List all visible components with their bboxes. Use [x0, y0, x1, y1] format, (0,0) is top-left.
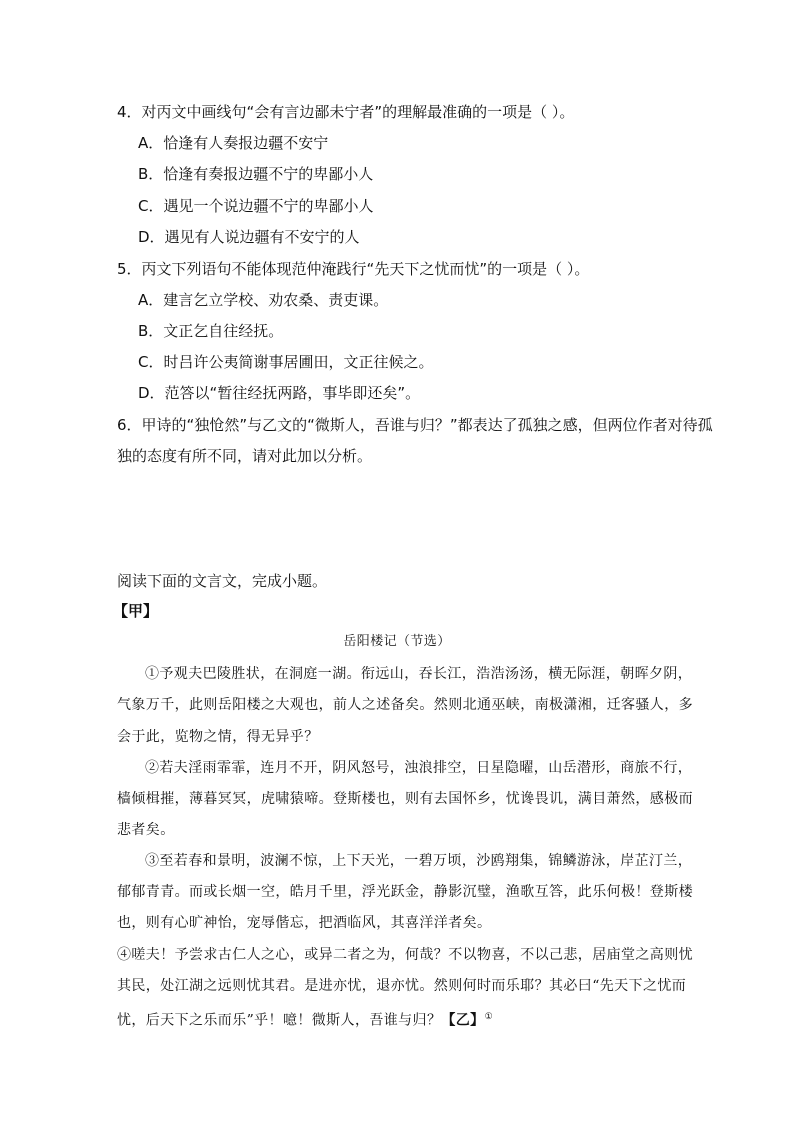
label-jia: 【甲】 — [113, 602, 159, 620]
question-5-option-d: D．范答以“暂往经抚两路，事毕即还矣”。 — [138, 384, 421, 402]
paragraph-4-line-1: ④嗟夫！予尝求古仁人之心，或异二者之为，何哉？不以物喜，不以己悲，居庙堂之高则忧 — [117, 947, 693, 963]
paragraph-2-line-1: ②若夫淫雨霏霏，连月不开，阴风怒号，浊浪排空，日星隐曜，山岳潜形，商旅不行， — [145, 760, 693, 776]
question-4-option-c: C．遇见一个说边疆不宁的卑鄙小人 — [138, 197, 374, 215]
paragraph-3-line-3: 也，则有心旷神怡，宠辱偕忘，把酒临风，其喜洋洋者矣。 — [117, 915, 492, 931]
question-6-line-2: 独的态度有所不同，请对此加以分析。 — [117, 447, 373, 465]
question-5-option-a: A．建言乞立学校、劝农桑、责吏课。 — [138, 291, 389, 309]
passage-title: 岳阳楼记（节选） — [343, 634, 451, 649]
paragraph-1-line-1: ①予观夫巴陵胜状，在洞庭一湖。衔远山，吞长江，浩浩汤汤，横无际涯，朝晖夕阴， — [145, 666, 693, 682]
footnote-marker[interactable]: ① — [484, 1012, 494, 1022]
label-yi: 【乙】 — [441, 1012, 485, 1029]
question-5-option-c: C．时吕许公夷简谢事居圃田，文正往候之。 — [138, 353, 434, 371]
question-4-stem: 4．对丙文中画线句“会有言边鄙未宁者”的理解最准确的一项是（ ）。 — [117, 103, 575, 121]
paragraph-3-line-1: ③至若春和景明，波澜不惊，上下天光，一碧万顷，沙鸥翔集，锦鳞游泳，岸芷汀兰， — [145, 853, 693, 869]
question-5-stem: 5．丙文下列语句不能体现范仲淹践行“先天下之忧而忧”的一项是（ ）。 — [117, 260, 590, 278]
reading-intro: 阅读下面的文言文，完成小题。 — [117, 572, 328, 590]
paragraph-4-line-3 — [117, 1007, 493, 1031]
question-4-option-a: A．恰逢有人奏报边疆不安宁 — [138, 134, 329, 152]
question-6-line-1: 6．甲诗的“独怆然”与乙文的“微斯人，吾谁与归？”都表达了孤独之感，但两位作者对待孤 — [117, 416, 713, 434]
question-5-option-b: B．文正乞自往经抚。 — [138, 322, 284, 340]
paragraph-1-line-3: 会于此，览物之情，得无异乎？ — [117, 729, 319, 745]
paragraph-2-line-2: 樯倾楫摧，薄暮冥冥，虎啸猿啼。登斯楼也，则有去国怀乡，忧谗畏讥，满目萧然，感极而 — [117, 791, 693, 807]
paragraph-4-line-2: 其民，处江湖之远则忧其君。是进亦忧，退亦忧。然则何时而乐耶？其必曰“先天下之忧而 — [117, 978, 687, 994]
paragraph-4-line-3-text: 忧，后天下之乐而乐”乎！噫！微斯人，吾谁与归？ — [117, 1012, 442, 1029]
paragraph-1-line-2: 气象万千，此则岳阳楼之大观也，前人之述备矣。然则北通巫峡，南极潇湘，迁客骚人，多 — [117, 697, 693, 713]
question-4-option-d: D．遇见有人说边疆有不安宁的人 — [138, 228, 360, 246]
question-4-option-b: B．恰逢有奏报边疆不宁的卑鄙小人 — [138, 165, 374, 183]
paragraph-3-line-2: 郁郁青青。而或长烟一空，皓月千里，浮光跃金，静影沉璧，渔歌互答，此乐何极！登斯楼 — [117, 884, 693, 900]
paragraph-2-line-3: 悲者矣。 — [117, 822, 175, 838]
